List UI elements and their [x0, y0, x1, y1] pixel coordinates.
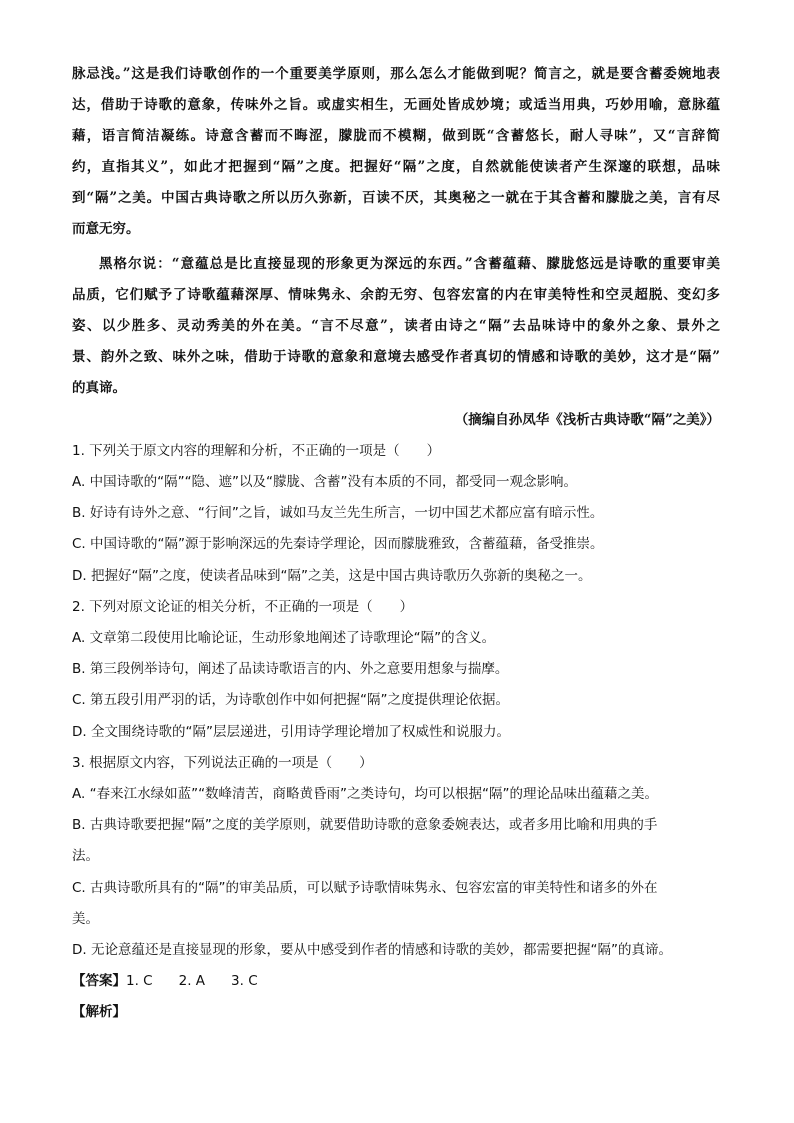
question-option: D. 无论意蕴还是直接显现的形象，要从中感受到作者的情感和诗歌的美妙，都需要把握“隔”的真谛。 — [72, 942, 672, 958]
question-stem: 3. 根据原文内容，下列说法正确的一项是（ ） — [72, 755, 373, 771]
question-option: D. 把握好“隔”之度，使读者品味到“隔”之美，这是中国古典诗歌历久弥新的奥秘之一。 — [72, 568, 592, 584]
question-option: A. 文章第二段使用比喻论证，生动形象地阐述了诗歌理论“隔”的含义。 — [72, 630, 496, 646]
answer-item: 1. C — [126, 973, 153, 989]
analysis-row — [72, 1002, 720, 1022]
passage-line: 黑格尔说：“意蕴总是比直接显现的形象更为深远的东西。”含蓄蕴藉、朦胧悠远是诗歌的重要审美 — [99, 256, 720, 272]
question-option: B. 第三段例举诗句，阐述了品读诗歌语言的内、外之意要用想象与揣摩。 — [72, 661, 509, 677]
question-option: C. 中国诗歌的“隔”源于影响深远的先秦诗学理论，因而朦胧雅致，含蓄蕴藉，备受推崇。 — [72, 536, 604, 552]
passage-line: 脉忌浅。”这是我们诗歌创作的一个重要美学原则，那么怎么才能做到呢？简言之，就是要含蓄委婉地表 — [72, 66, 720, 82]
question-option: D. 全文围绕诗歌的“隔”层层递进，引用诗学理论增加了权威性和说服力。 — [72, 724, 510, 740]
question-option: A. “春来江水绿如蓝”“数峰清苦，商略黄昏雨”之类诗句，均可以根据“隔”的理论品味出蕴藉之美。 — [72, 786, 659, 802]
passage-line: 达，借助于诗歌的意象，传味外之旨。或虚实相生，无画处皆成妙境；或适当用典，巧妙用喻，意脉蕴 — [72, 97, 720, 113]
question-option-continued: 美。 — [72, 911, 99, 927]
answer-item: 2. A — [178, 973, 206, 989]
passage-line: 景、韵外之致、味外之味，借助于诗歌的意象和意境去感受作者真切的情感和诗歌的美妙，这才是“隔” — [72, 349, 720, 365]
question-option: C. 第五段引用严羽的话，为诗歌创作中如何把握“隔”之度提供理论依据。 — [72, 692, 509, 708]
passage-line: 约，直指其义”，如此才把握到“隔”之度。把握好“隔”之度，自然就能使读者产生深邃的联想，品味 — [72, 159, 720, 175]
passage-line: 的真谛。 — [72, 380, 126, 396]
passage-line: 到“隔”之美。中国古典诗歌之所以历久弥新，百读不厌，其奥秘之一就在于其含蓄和朦胧之美，言有尽 — [72, 190, 720, 206]
answer-label: 【答案】 — [72, 973, 126, 989]
passage-line: 而意无穷。 — [72, 221, 140, 237]
question-option-continued: 法。 — [72, 848, 99, 864]
passage-source: （摘编自孙凤华《浅析古典诗歌“隔”之美》） — [454, 412, 720, 428]
passage-line: 品质，它们赋予了诗歌蕴藉深厚、情味隽永、余韵无穷、包容宏富的内在审美特性和空灵超脱、变幻多 — [72, 287, 720, 303]
analysis-label: 【解析】 — [72, 1004, 126, 1020]
question-stem: 1. 下列关于原文内容的理解和分析，不正确的一项是（ ） — [72, 443, 441, 459]
question-option: C. 古典诗歌所具有的“隔”的审美品质，可以赋予诗歌情味隽永、包容宏富的审美特性和诸多的外在 — [72, 880, 658, 896]
passage-line: 藉，语言简洁凝练。诗意含蓄而不晦涩，朦胧而不模糊，做到既“含蓄悠长，耐人寻味”，又“言辞简 — [72, 128, 720, 144]
answer-row — [72, 971, 720, 991]
question-stem: 2. 下列对原文论证的相关分析，不正确的一项是（ ） — [72, 599, 414, 615]
answer-item: 3. C — [231, 973, 258, 989]
passage-line: 姿、以少胜多、灵动秀美的外在美。“言不尽意”，读者由诗之“隔”去品味诗中的象外之象、景外之 — [72, 318, 720, 334]
question-option: A. 中国诗歌的“隔”“隐、遮”以及“朦胧、含蓄”没有本质的不同，都受同一观念影响。 — [72, 474, 578, 490]
question-option: B. 古典诗歌要把握“隔”之度的美学原则，就要借助诗歌的意象委婉表达，或者多用比喻和用典的手 — [72, 817, 658, 833]
question-option: B. 好诗有诗外之意、“行间”之旨，诚如马友兰先生所言，一切中国艺术都应富有暗示性。 — [72, 505, 604, 521]
